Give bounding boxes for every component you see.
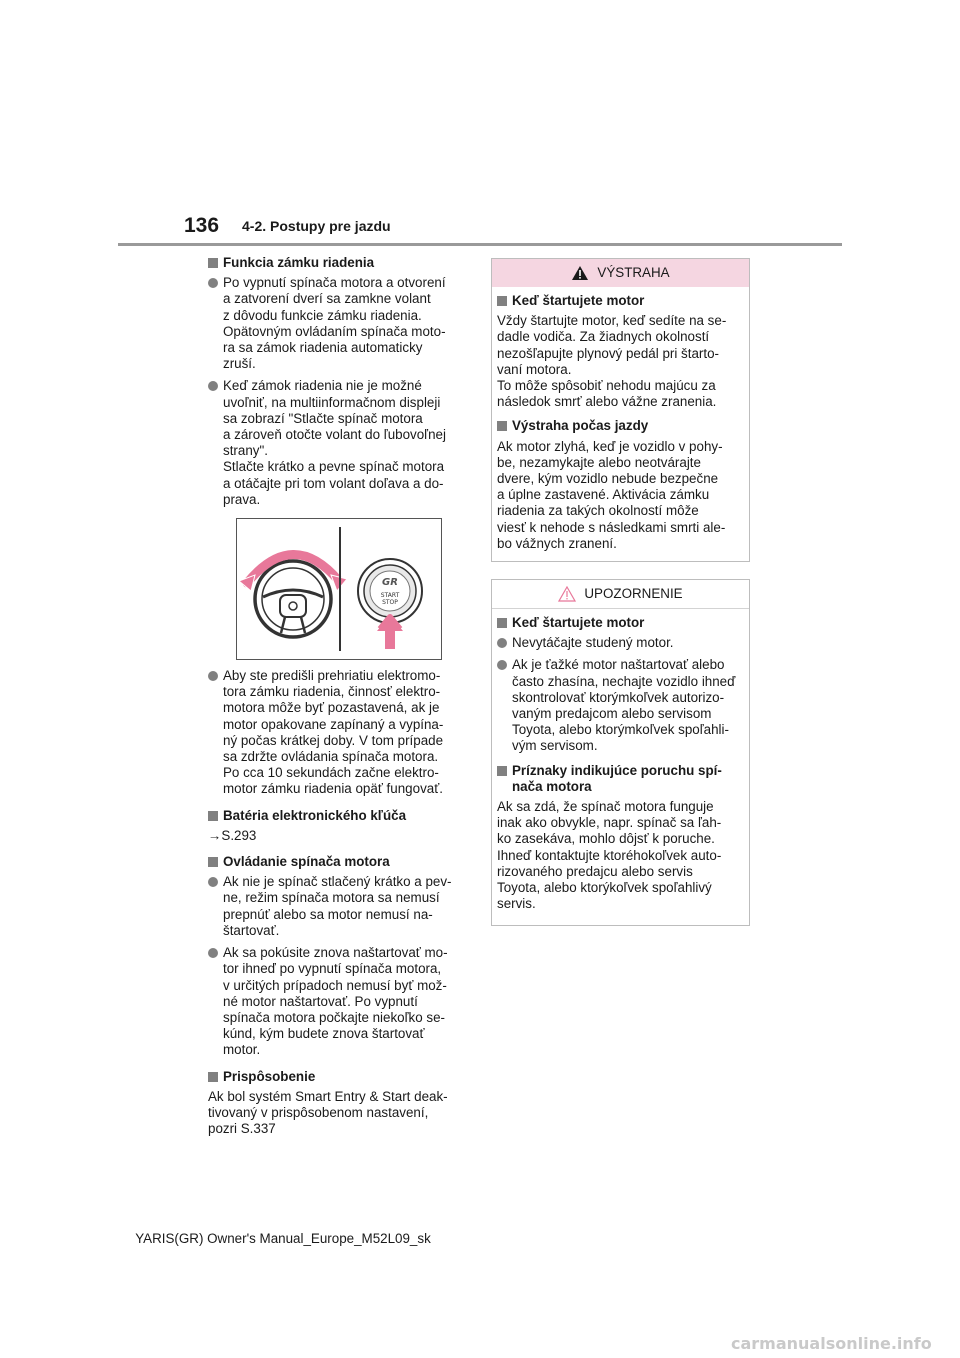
bullet-item — [208, 668, 472, 798]
footer-text: YARIS(GR) Owner's Manual_Europe_M52L09_sk — [135, 1231, 431, 1246]
bullet-text: Nevytáčajte studený motor. — [512, 635, 674, 651]
bullet-text: Aby ste predišli prehriatiu elektromo- tora zámku riadenia, činnosť elektro- motora môže byť pozastavená, ak je motor opakovane zapínaný a vypína- ný počas krátkej doby. V tom prípade sa zdržte ovládania spínača motora. Po cca 10 sekundách začne elektro- motor zámku riadenia opäť fungovať. — [223, 668, 444, 797]
bullet-text: Ak sa pokúsite znova naštartovať mo- tor ihneď po vypnutí spínača motora, v určitých prípadoch nemusí byť mož- né motor naštartovať. Po vypnutí spínača motora počkajte niekoľko se- kúnd, kým budete znova štartovať motor. — [223, 945, 448, 1058]
heading-text: Výstraha počas jazdy — [512, 418, 649, 434]
circle-bullet-icon — [208, 671, 218, 681]
bullet-item — [497, 657, 744, 754]
warning-heading — [497, 293, 744, 309]
warning-box-title — [492, 259, 749, 287]
notice-box — [491, 579, 750, 926]
heading-text: Batéria elektronického kľúča — [223, 807, 407, 823]
steering-lock-illustration — [237, 519, 441, 659]
bullet-text: Ak je ťažké motor naštartovať alebo často zhasína, nechajte vozidlo ihneď skontrolovať ktorýmkoľvek autorizo- vaným predajcom alebo servisom Toyota, alebo ktorýmkoľvek spoľahli- vým servisom. — [512, 657, 736, 754]
gr-logo: GR — [382, 577, 398, 589]
warning-box — [491, 258, 750, 562]
stop-label: STOP — [382, 599, 398, 607]
steering-wheel-icon — [255, 561, 331, 637]
square-bullet-icon — [208, 258, 218, 268]
bullet-item — [208, 945, 472, 1058]
bullet-item — [208, 275, 472, 372]
notice-paragraph: Ak sa zdá, že spínač motora funguje inak ako obvykle, napr. spínač sa ľah- ko zasekáva, mohlo dôjsť k poruche. Ihneď kontaktujte ktoréhokoľvek auto- rizovaného predajcu alebo servis Toyota, alebo ktorýkoľvek spoľahlivý servis. — [497, 799, 722, 912]
bullet-text: Ak nie je spínač stlačený krátko a pev- ne, režim spínača motora sa nemusí prepnúť alebo sa motor nemusí na- štartovať. — [223, 874, 452, 938]
square-bullet-icon — [208, 1072, 218, 1082]
square-bullet-icon — [208, 857, 218, 867]
heading-text: Keď štartujete motor — [512, 615, 645, 630]
heading-text: Funkcia zámku riadenia — [223, 255, 375, 270]
notice-title-text: UPOZORNENIE — [584, 585, 683, 601]
notice-heading — [497, 763, 744, 795]
heading-customization — [208, 1069, 472, 1085]
steering-wheel-figure — [236, 518, 442, 660]
bullet-item — [208, 874, 472, 939]
circle-bullet-icon — [208, 381, 218, 391]
start-stop-button-icon — [358, 559, 422, 623]
square-bullet-icon — [497, 618, 507, 628]
square-bullet-icon — [497, 421, 507, 431]
notice-heading — [497, 615, 744, 631]
customization-text: Ak bol systém Smart Entry & Start deak- tivovaný v prispôsobenom nastavení, pozri S.337 — [208, 1088, 448, 1137]
watermark: carmanualsonline.info — [731, 1334, 932, 1353]
right-column — [491, 258, 750, 926]
bullet-text: Keď zámok riadenia nie je možné uvoľniť, na multiinformačnom displeji sa zobrazí "Stlačte spínač motora a zároveň otočte volant do ľubovoľnej strany". Stlačte krátko a pevne spínač motora a otáčajte pri tom volant doľava a do- prava. — [223, 378, 446, 507]
heading-text: Príznaky indikujúce poruchu spí- nača motora — [512, 762, 722, 794]
bullet-text: Po vypnutí spínača motora a otvorení a zatvorení dverí sa zamkne volant z dôvodu funkcie zámku riadenia. Opätovným ovládaním spínača moto- ra sa zámok riadenia automaticky zruší. — [223, 275, 446, 372]
circle-bullet-icon — [208, 948, 218, 958]
notice-box-title — [492, 580, 749, 609]
heading-text: Prispôsobenie — [223, 1068, 316, 1084]
section-header: 4-2. Postupy pre jazdu — [242, 218, 391, 234]
warning-paragraph: Ak motor zlyhá, keď je vozidlo v pohy- be, nezamykajte alebo neotvárajte dvere, kým vozidlo nebude bezpečne a úplne zastavené. Aktivácia zámku riadenia za takých okolností môže viesť k nehode s následkami smrti ale- bo vážnych zranení. — [497, 438, 726, 551]
heading-text: Ovládanie spínača motora — [223, 854, 390, 870]
square-bullet-icon — [208, 811, 218, 821]
circle-bullet-icon — [497, 660, 507, 670]
caution-triangle-icon — [558, 586, 576, 602]
heading-text: Keď štartujete motor — [512, 293, 645, 308]
warning-heading — [497, 418, 744, 434]
square-bullet-icon — [497, 766, 507, 776]
start-label: START — [380, 592, 400, 600]
bullet-item — [208, 378, 472, 508]
circle-bullet-icon — [497, 638, 507, 648]
heading-key-battery — [208, 808, 472, 824]
circle-bullet-icon — [208, 877, 218, 887]
heading-steering-lock — [208, 255, 472, 271]
warning-triangle-icon — [571, 265, 589, 281]
warning-paragraph: Vždy štartujte motor, keď sedíte na se- dadle vodiča. Za žiadnych okolností nezošľapujte plynový pedál pri štarto- vaní motora. To môže spôsobiť nehodu majúcu za následok smrť alebo vážne zranenia. — [497, 313, 727, 410]
footer — [0, 1231, 960, 1246]
page-reference-link[interactable]: →S.293 — [208, 827, 257, 843]
left-column — [208, 255, 472, 1143]
warning-title-text: VÝSTRAHA — [597, 264, 670, 280]
square-bullet-icon — [497, 296, 507, 306]
header-rule — [118, 243, 842, 246]
circle-bullet-icon — [208, 278, 218, 288]
heading-engine-switch — [208, 854, 472, 870]
page-number: 136 — [184, 214, 220, 237]
bullet-item — [497, 635, 744, 651]
